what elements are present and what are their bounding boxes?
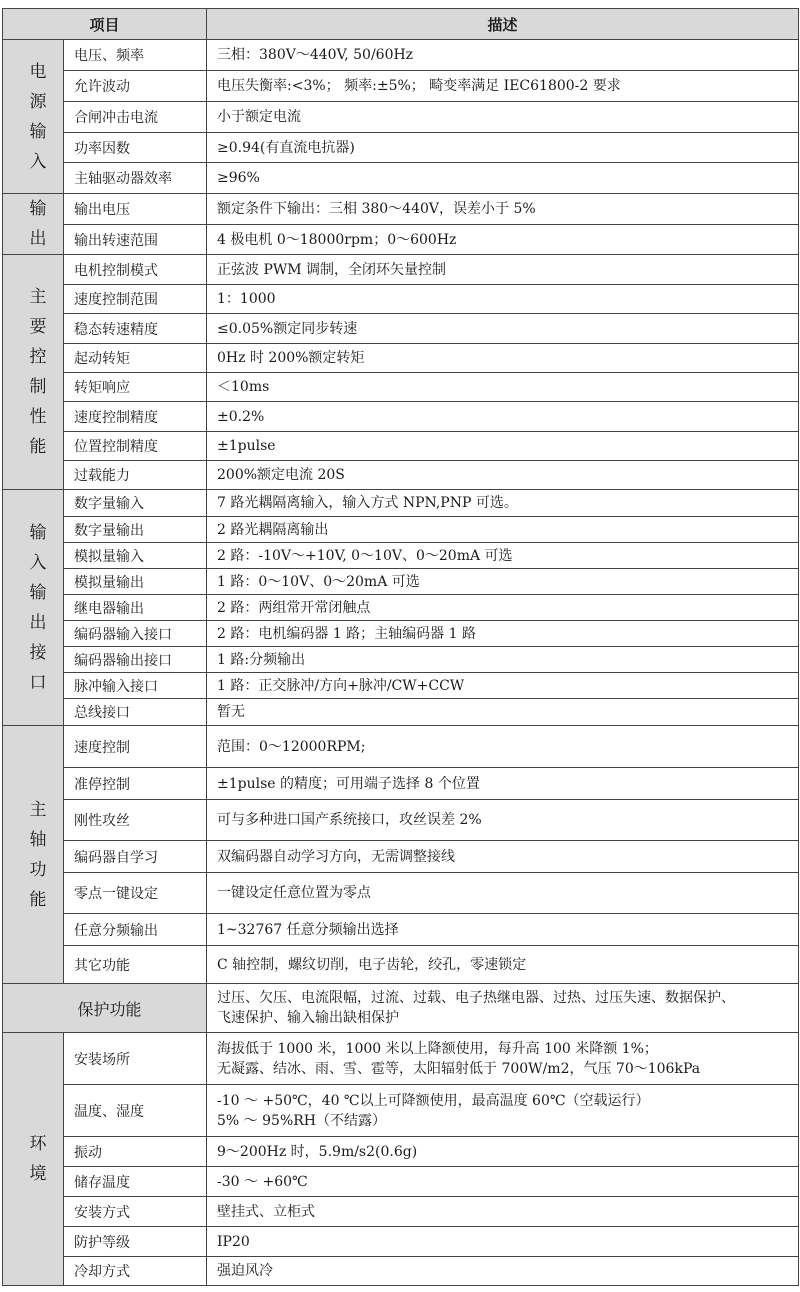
description-line: -10 ～ +50℃，40 ℃以上可降额使用，最高温度 60℃（空载运行） (217, 1092, 650, 1109)
row-item-label: 振动 (64, 1137, 207, 1167)
row-description (207, 621, 799, 647)
table-row (3, 647, 799, 673)
row-description (207, 946, 799, 984)
row-description (207, 1085, 799, 1137)
row-description (207, 914, 799, 946)
row-item-label: 转矩响应 (64, 373, 207, 402)
description-line: ≤0.05%额定同步转速 (217, 320, 358, 337)
spec-table (2, 8, 799, 1286)
row-description (207, 841, 799, 873)
description-line: ≥0.94(有直流电抗器) (217, 139, 355, 156)
row-description (207, 461, 799, 490)
section-label-output (3, 194, 64, 255)
description-line: 额定条件下输出：三相 380～440V，误差小于 5% (217, 201, 536, 217)
description-line: ≥96% (217, 170, 260, 186)
table-row (3, 1197, 799, 1227)
row-description (207, 490, 799, 517)
row-item-label: 数字量输出 (64, 517, 207, 543)
description-line: 2 路：两组常开常闭触点 (217, 599, 371, 616)
row-description (207, 800, 799, 841)
description-line: 双编码器自动学习方向，无需调整接线 (217, 848, 456, 865)
row-description (207, 647, 799, 673)
description-line: 1 路:分频输出 (217, 651, 306, 668)
section-label-text: 主要控制性能 (29, 287, 47, 457)
description-line: 小于额定电流 (217, 109, 302, 125)
description-line: 可与多种进口国产系统接口，攻丝误差 2% (217, 812, 482, 828)
description-line: 5% ～ 95%RH（不结露） (217, 1112, 386, 1129)
row-description (207, 673, 799, 699)
row-item-label: 任意分频输出 (64, 914, 207, 946)
row-description (207, 768, 799, 800)
table-row (3, 841, 799, 873)
table-row (3, 946, 799, 984)
header-row (3, 9, 799, 40)
row-description (207, 543, 799, 569)
section-label-text: 主轴功能 (29, 799, 47, 910)
description-line: 海拔低于 1000 米，1000 米以上降额使用，每升高 100 米降额 1%； (217, 1040, 658, 1057)
row-description (207, 40, 799, 71)
table-row (3, 314, 799, 344)
section-label-text: 输出 (29, 199, 47, 249)
row-item-label: 刚性攻丝 (64, 800, 207, 841)
table-row (3, 800, 799, 841)
table-row (3, 344, 799, 373)
row-description (207, 133, 799, 163)
table-row (3, 1085, 799, 1137)
row-item-label: 起动转矩 (64, 344, 207, 373)
description-line: 4 极电机 0～18000rpm；0～600Hz (217, 231, 457, 248)
row-description (207, 873, 799, 914)
table-row (3, 768, 799, 800)
description-line: -30 ～ +60℃ (217, 1173, 308, 1190)
table-row (3, 285, 799, 314)
description-line: ±1pulse (217, 438, 276, 454)
description-line: 1 路：0～10V、0～20mA 可选 (217, 573, 420, 590)
row-item-label: 其它功能 (64, 946, 207, 984)
section-label-io (3, 490, 64, 726)
description-line: 1：1000 (217, 291, 276, 307)
header-description: 描述 (207, 9, 799, 40)
row-item-label: 继电器输出 (64, 595, 207, 621)
row-item-label: 允许波动 (64, 71, 207, 102)
row-description (207, 373, 799, 402)
description-line: C 轴控制，螺纹切削，电子齿轮，绞孔，零速锁定 (217, 956, 527, 973)
description-line: 三相：380V～440V, 50/60Hz (217, 47, 414, 63)
row-description (207, 517, 799, 543)
row-description (207, 1257, 799, 1286)
row-item-label: 速度控制范围 (64, 285, 207, 314)
row-item-label: 储存温度 (64, 1167, 207, 1197)
table-row (3, 133, 799, 163)
row-item-label: 编码器输出接口 (64, 647, 207, 673)
row-item-label: 速度控制精度 (64, 402, 207, 432)
row-description (207, 225, 799, 255)
row-description (207, 1197, 799, 1227)
row-description (207, 1227, 799, 1257)
row-description (207, 102, 799, 133)
row-item-label: 合闸冲击电流 (64, 102, 207, 133)
row-item-label: 脉冲输入接口 (64, 673, 207, 699)
row-description (207, 699, 799, 726)
table-row (3, 194, 799, 225)
table-row (3, 543, 799, 569)
description-line: 200%额定电流 20S (217, 467, 345, 483)
row-item-label: 模拟量输入 (64, 543, 207, 569)
spec-table-body (3, 40, 799, 1286)
row-description (207, 402, 799, 432)
row-description (207, 595, 799, 621)
table-row (3, 873, 799, 914)
description-line: 范围：0～12000RPM; (217, 738, 366, 755)
row-description (207, 1167, 799, 1197)
row-item-label: 电机控制模式 (64, 255, 207, 285)
description-line: 1 路：正交脉冲/方向+脉冲/CW+CCW (217, 677, 465, 694)
row-item-label: 电压、频率 (64, 40, 207, 71)
row-item-label: 模拟量输出 (64, 569, 207, 595)
row-description (207, 1137, 799, 1167)
table-row (3, 163, 799, 194)
description-line: 壁挂式、立柜式 (217, 1203, 316, 1220)
description-line: 电压失衡率:<3%； 频率:±5%； 畸变率满足 IEC61800-2 要求 (217, 78, 621, 94)
description-line: 9～200Hz 时，5.9m/s2(0.6g) (217, 1143, 418, 1160)
row-item-label: 过载能力 (64, 461, 207, 490)
row-description (207, 344, 799, 373)
row-description (207, 1033, 799, 1085)
description-line: 2 路：电机编码器 1 路；主轴编码器 1 路 (217, 625, 476, 642)
description-line: 暂无 (217, 704, 246, 720)
row-item-label: 位置控制精度 (64, 432, 207, 461)
description-line: 无凝露、结冰、雨、雪、雹等，太阳辐射低于 700W/m2，气压 70～106kPa (217, 1060, 701, 1077)
row-item-label: 稳态转速精度 (64, 314, 207, 344)
section-label-environment (3, 1033, 64, 1286)
row-item-label: 安装方式 (64, 1197, 207, 1227)
description-line: 2 路光耦隔离输出 (217, 521, 329, 538)
row-item-label: 总线接口 (64, 699, 207, 726)
table-row (3, 432, 799, 461)
row-item-label: 数字量输入 (64, 490, 207, 517)
table-row (3, 914, 799, 946)
description-line: 2 路：-10V～+10V, 0～10V、0～20mA 可选 (217, 547, 513, 564)
description-line: 一键设定任意位置为零点 (217, 885, 372, 901)
header-item: 项目 (3, 9, 207, 40)
table-row (3, 726, 799, 768)
table-row (3, 490, 799, 517)
row-description (207, 194, 799, 225)
row-description (207, 163, 799, 194)
table-row (3, 1257, 799, 1286)
description-line: 飞速保护、输入输出缺相保护 (217, 1010, 400, 1026)
table-row (3, 402, 799, 432)
row-item-label: 功率因数 (64, 133, 207, 163)
row-item-label: 防护等级 (64, 1227, 207, 1257)
section-label-spindle (3, 726, 64, 984)
section-label-text: 输入输出接口 (29, 522, 47, 693)
row-item-label: 冷却方式 (64, 1257, 207, 1286)
description-line: 1~32767 任意分频输出选择 (217, 921, 399, 938)
section-label-protection: 保护功能 (3, 984, 207, 1033)
description-line: ±1pulse 的精度；可用端子选择 8 个位置 (217, 775, 480, 792)
table-row (3, 40, 799, 71)
row-item-label: 输出电压 (64, 194, 207, 225)
table-row (3, 699, 799, 726)
table-row (3, 517, 799, 543)
row-item-label: 速度控制 (64, 726, 207, 768)
table-row (3, 373, 799, 402)
section-label-text: 环境 (29, 1134, 47, 1184)
table-row (3, 1137, 799, 1167)
row-description (207, 71, 799, 102)
row-description (207, 432, 799, 461)
table-row (3, 1033, 799, 1085)
table-row (3, 1227, 799, 1257)
table-row (3, 1167, 799, 1197)
row-item-label: 主轴驱动器效率 (64, 163, 207, 194)
table-row (3, 102, 799, 133)
row-description (207, 314, 799, 344)
row-item-label: 零点一键设定 (64, 873, 207, 914)
table-row (3, 569, 799, 595)
row-description (207, 569, 799, 595)
table-row (3, 255, 799, 285)
table-row (3, 595, 799, 621)
table-row (3, 621, 799, 647)
description-line: 过压、欠压、电流限幅，过流、过载、电子热继电器、过热、过压失速、数据保护、 (217, 990, 736, 1006)
table-row (3, 461, 799, 490)
row-item-label: 安装场所 (64, 1033, 207, 1085)
row-item-label: 温度、湿度 (64, 1085, 207, 1137)
section-label-text: 电源输入 (29, 61, 47, 172)
row-item-label: 输出转速范围 (64, 225, 207, 255)
section-label-main-control (3, 255, 64, 490)
table-row (3, 71, 799, 102)
section-label-power-input (3, 40, 64, 194)
row-item-label: 编码器输入接口 (64, 621, 207, 647)
description-line: 7 路光耦隔离输入，输入方式 NPN,PNP 可选。 (217, 495, 518, 511)
description-line: 正弦波 PWM 调制，全闭环矢量控制 (217, 261, 447, 278)
row-item-label: 准停控制 (64, 768, 207, 800)
row-item-label: 编码器自学习 (64, 841, 207, 873)
row-description (207, 255, 799, 285)
description-line: 强迫风冷 (217, 1263, 274, 1279)
description-line: IP20 (217, 1233, 250, 1250)
row-description (207, 984, 799, 1033)
table-row (3, 225, 799, 255)
row-description (207, 726, 799, 768)
table-row (3, 984, 799, 1033)
row-description (207, 285, 799, 314)
table-row (3, 673, 799, 699)
description-line: ±0.2% (217, 408, 265, 425)
description-line: ＜10ms (217, 379, 270, 395)
description-line: 0Hz 时 200%额定转矩 (217, 350, 365, 366)
